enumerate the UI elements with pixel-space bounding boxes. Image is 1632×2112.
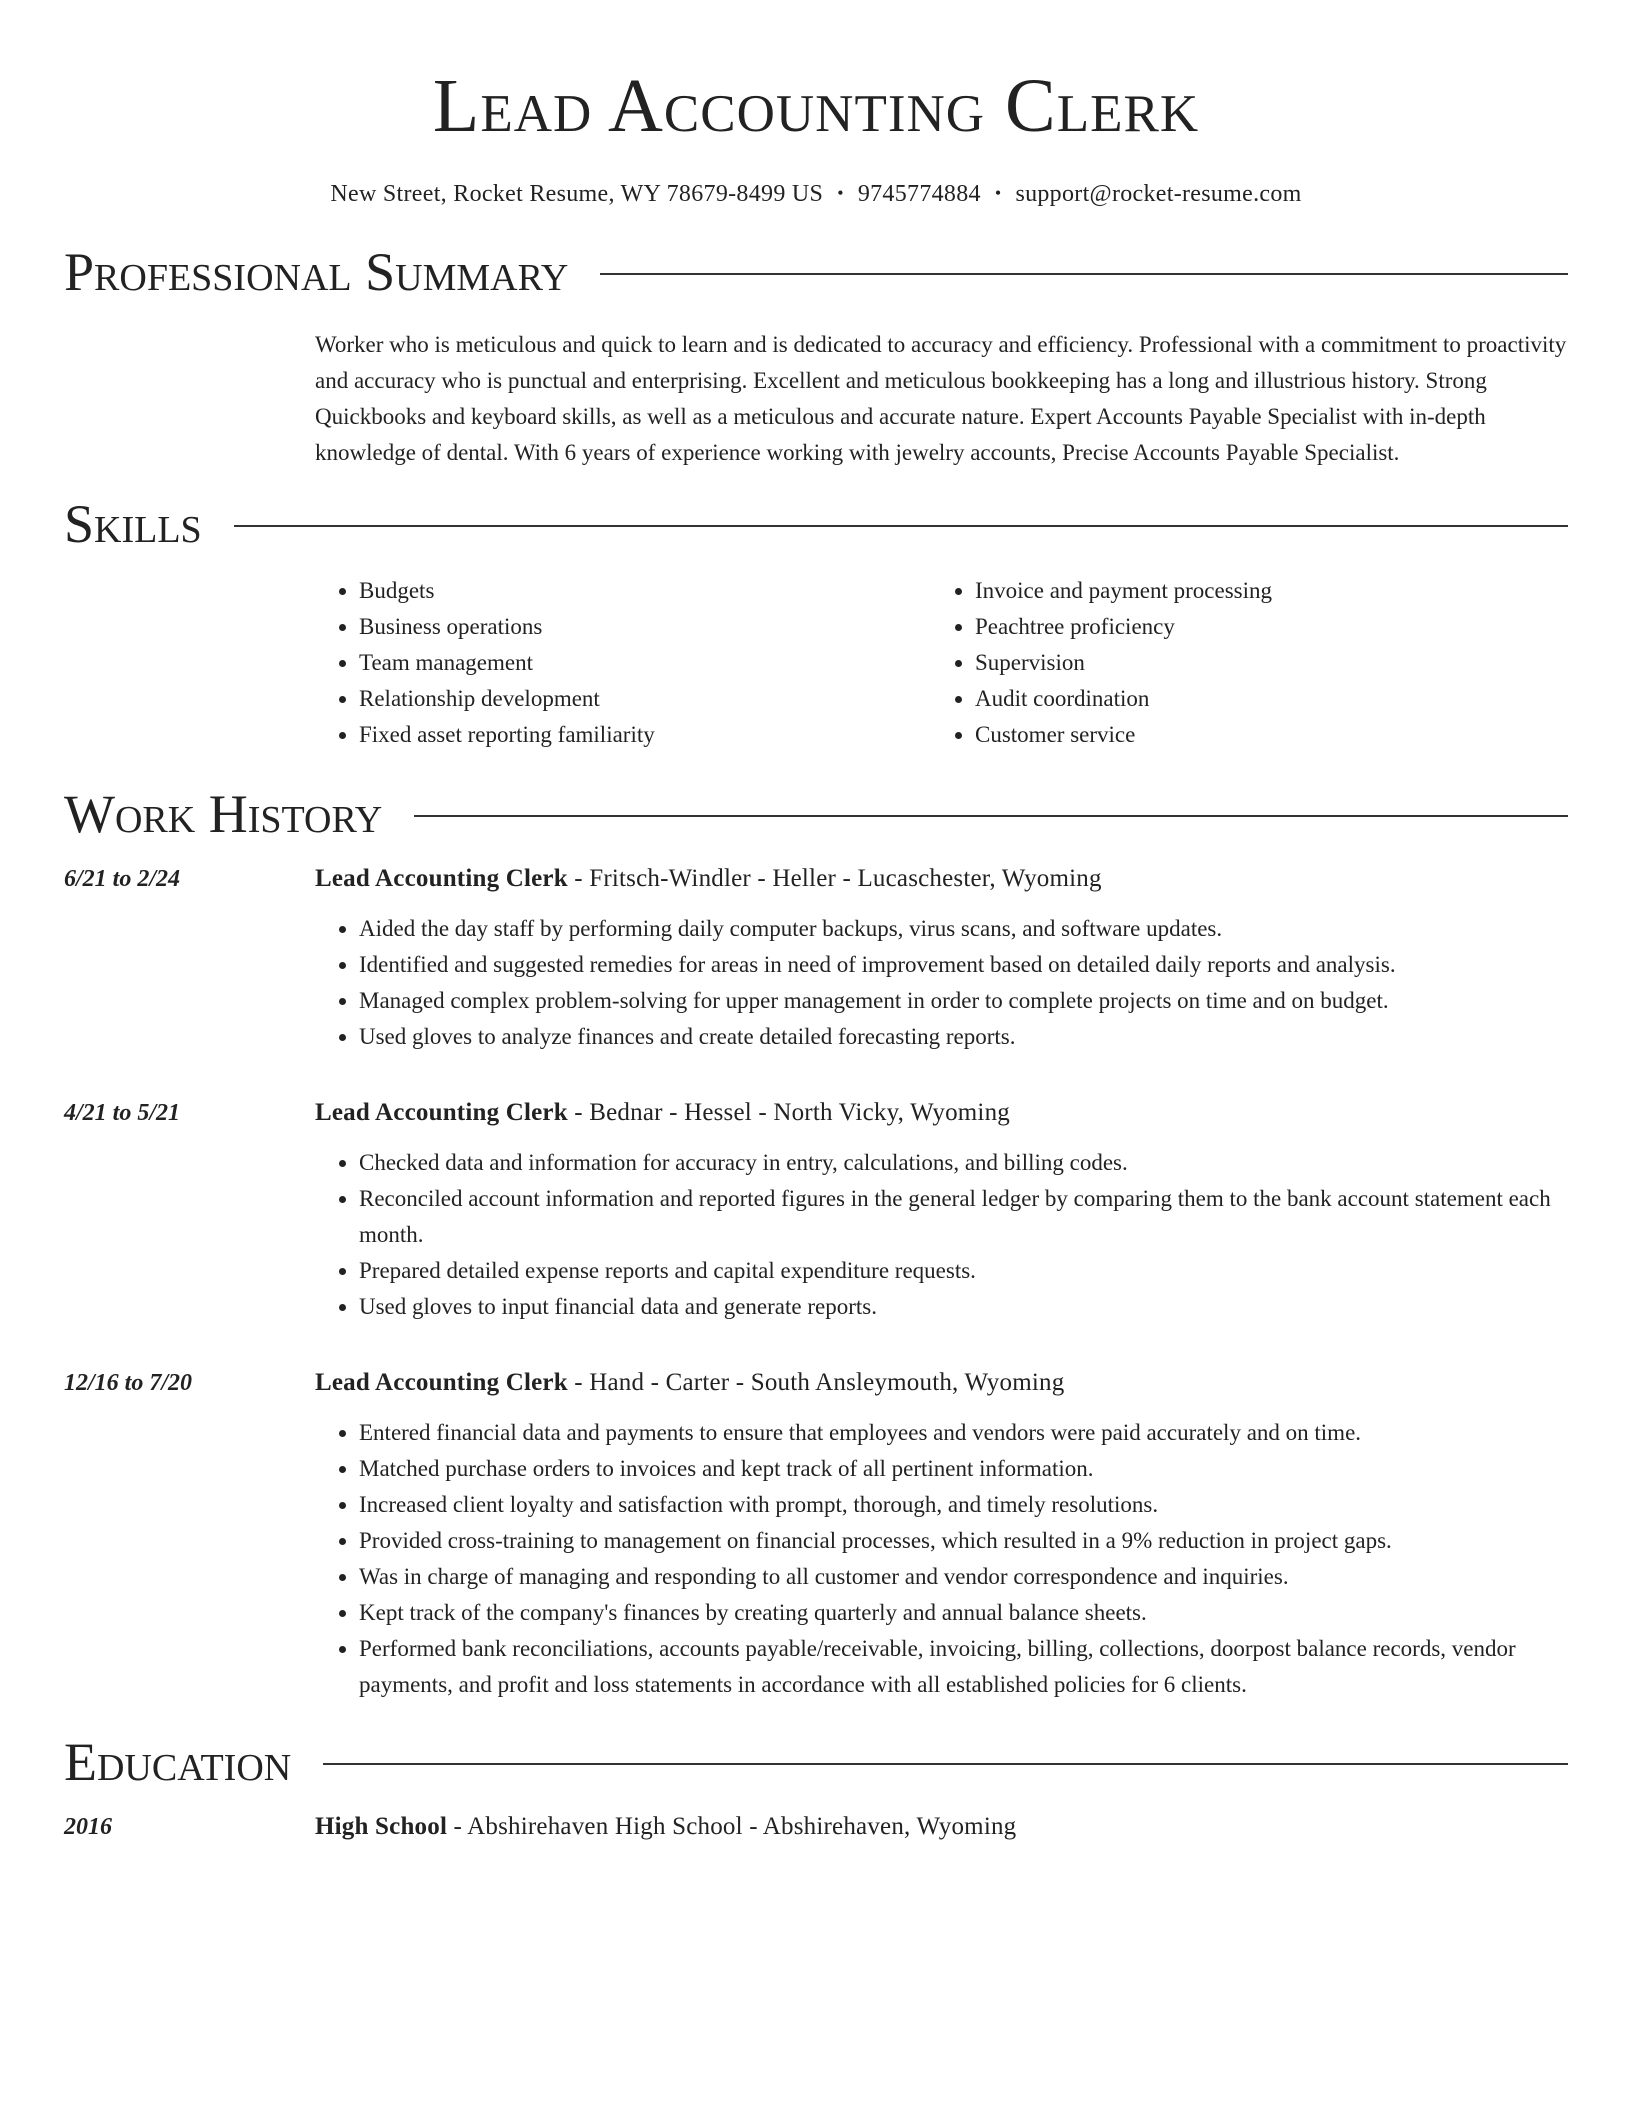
job-employer: - Fritsch-Windler - Heller - Lucaschester, Wyoming: [567, 865, 1102, 892]
summary-section: [64, 237, 1568, 471]
contact-line: [64, 178, 1568, 209]
work-history-section: [64, 779, 1568, 1703]
job-bullet: • Aided the day staff by performing daily computer backups, virus scans, and software updates.: [359, 911, 1568, 947]
job-bullet: • Performed bank reconciliations, accounts payable/receivable, invoicing, billing, collections, doorpost balance records, vendor payments, and profit and loss statements in accordance with all established policies for 6 clients.: [359, 1631, 1568, 1703]
section-title: Professional Summary: [64, 242, 569, 302]
job-bullet: • Identified and suggested remedies for areas in need of improvement based on detailed daily reports and analysis.: [359, 947, 1568, 983]
job-body: [315, 1093, 1568, 1325]
section-title: Education: [64, 1732, 292, 1792]
job-bullets: [315, 911, 1568, 1055]
job-bullet: • Was in charge of managing and responding to all customer and vendor correspondence and inquiries.: [359, 1559, 1568, 1595]
job-dates: 6/21 to 2/24: [64, 866, 181, 892]
contact-address: New Street, Rocket Resume, WY 78679-8499 US: [330, 181, 824, 207]
section-divider: [234, 525, 1568, 527]
skill-item: • Budgets: [359, 573, 931, 609]
job-bullet: • Used gloves to input financial data and generate reports.: [359, 1289, 1568, 1325]
skill-item: • Fixed asset reporting familiarity: [359, 717, 931, 753]
job-dates: 4/21 to 5/21: [64, 1100, 181, 1126]
job-title-line: [315, 1093, 1568, 1133]
skills-column-left: [315, 573, 931, 753]
education-degree: High School: [315, 1813, 448, 1840]
skills-column-right: [931, 573, 1547, 753]
skills-heading: [64, 489, 1568, 559]
job-body: [315, 1363, 1568, 1703]
job-dates: 12/16 to 7/20: [64, 1370, 193, 1396]
contact-separator: •: [994, 183, 1002, 203]
education-school: - Abshirehaven High School - Abshirehaven, Wyoming: [447, 1813, 1017, 1840]
education-year: 2016: [64, 1814, 112, 1840]
job-bullet: • Checked data and information for accuracy in entry, calculations, and billing codes.: [359, 1145, 1568, 1181]
skill-item: • Team management: [359, 645, 931, 681]
section-title: Skills: [64, 494, 202, 554]
summary-text: Worker who is meticulous and quick to learn and is dedicated to accuracy and efficiency. Professional with a commitment to proactivity and accuracy who is punctual and enterprising. Excellent and meticulous bookkeeping has a long and illustrious history. Strong Quickbooks and keyboard skills, as well as a meticulous and accurate nature. Expert Accounts Payable Specialist with in-depth knowledge of dental. With 6 years of experience working with jewelry accounts, Precise Accounts Payable Specialist.: [315, 332, 1567, 465]
job-bullet: • Used gloves to analyze finances and create detailed forecasting reports.: [359, 1019, 1568, 1055]
contact-phone: 9745774884: [857, 181, 981, 207]
education-body: [315, 1807, 1568, 1847]
work-history-heading: [64, 779, 1568, 849]
skill-item: • Business operations: [359, 609, 931, 645]
job-role: Lead Accounting Clerk: [315, 1099, 568, 1126]
summary-heading: [64, 237, 1568, 307]
skill-item: • Audit coordination: [975, 681, 1547, 717]
section-divider: [414, 815, 1568, 817]
section-divider: [600, 273, 1568, 275]
job-bullet: • Increased client loyalty and satisfaction with prompt, thorough, and timely resolutions.: [359, 1487, 1568, 1523]
skill-item: • Customer service: [975, 717, 1547, 753]
section-title: Work History: [64, 784, 383, 844]
job-bullet: • Provided cross-training to management on financial processes, which resulted in a 9% reduction in project gaps.: [359, 1523, 1568, 1559]
education-entry: [64, 1807, 1568, 1847]
job-role: Lead Accounting Clerk: [315, 1369, 568, 1396]
job-bullets: [315, 1145, 1568, 1325]
job-bullet: • Kept track of the company's finances by creating quarterly and annual balance sheets.: [359, 1595, 1568, 1631]
job-bullets: [315, 1415, 1568, 1703]
job-bullet: • Prepared detailed expense reports and capital expenditure requests.: [359, 1253, 1568, 1289]
job-employer: - Hand - Carter - South Ansleymouth, Wyoming: [567, 1369, 1065, 1396]
resume-name: Lead Accounting Clerk: [432, 64, 1200, 148]
job-body: [315, 859, 1568, 1055]
skills-section: [64, 489, 1568, 753]
job-entry: [64, 859, 1568, 1055]
job-employer: - Bednar - Hessel - North Vicky, Wyoming: [567, 1099, 1010, 1126]
job-entry: [64, 1093, 1568, 1325]
education-section: [64, 1727, 1568, 1847]
job-entry: [64, 1363, 1568, 1703]
skill-item: • Supervision: [975, 645, 1547, 681]
job-bullet: • Managed complex problem-solving for upper management in order to complete projects on time and on budget.: [359, 983, 1568, 1019]
skill-item: • Relationship development: [359, 681, 931, 717]
contact-email: support@rocket-resume.com: [1015, 181, 1302, 207]
skills-grid: [315, 573, 1568, 753]
contact-separator: •: [837, 183, 844, 203]
skill-item: • Peachtree proficiency: [975, 609, 1547, 645]
job-bullet: • Matched purchase orders to invoices and kept track of all pertinent information.: [359, 1451, 1568, 1487]
job-title-line: [315, 859, 1568, 899]
job-role: Lead Accounting Clerk: [315, 865, 568, 892]
skill-item: • Invoice and payment processing: [975, 573, 1547, 609]
education-line: [315, 1807, 1568, 1847]
job-bullet: • Reconciled account information and reported figures in the general ledger by comparing them to the bank account statement each month.: [359, 1181, 1568, 1253]
job-title-line: [315, 1363, 1568, 1403]
education-heading: [64, 1727, 1568, 1797]
job-bullet: • Entered financial data and payments to ensure that employees and vendors were paid accurately and on time.: [359, 1415, 1568, 1451]
section-divider: [323, 1763, 1568, 1765]
